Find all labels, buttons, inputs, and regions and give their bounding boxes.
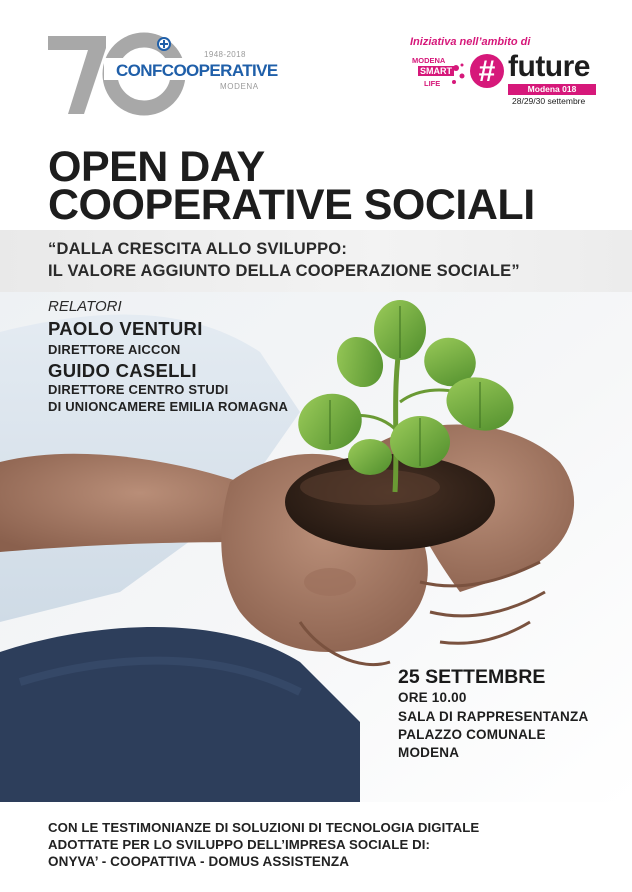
modena-smart-life-logo (412, 56, 464, 96)
future-modena-logo (408, 36, 608, 112)
org-years: 1948-2018 (204, 50, 246, 59)
page-title-line2: COOPERATIVE SOCIALI (48, 181, 535, 229)
speaker-role: DIRETTORE CENTRO STUDI (48, 382, 229, 397)
sparkle-icon (450, 62, 466, 88)
future-word: future (508, 50, 590, 83)
smartlife-mid: SMART (420, 66, 452, 76)
footer-line1: CON LE TESTIMONIANZE DI SOLUZIONI DI TECNOLOGIA DIGITALE (48, 820, 480, 835)
event-venue-room: SALA DI RAPPRESENTANZA (398, 709, 589, 724)
event-venue-building: PALAZZO COMUNALE (398, 727, 546, 742)
speaker-name: GUIDO CASELLI (48, 360, 197, 381)
speaker-name: PAOLO VENTURI (48, 318, 203, 339)
org-city: MODENA (220, 82, 259, 91)
smartlife-bottom: LIFE (424, 79, 441, 88)
footer-partners: ONYVA’ - COOPATTIVA - DOMUS ASSISTENZA (48, 854, 350, 869)
future-dates: 28/29/30 settembre (512, 96, 586, 106)
org-name: CONFCOOPERATIVE (116, 61, 278, 80)
footer-line2: ADOTTATE PER LO SVILUPPO DELL’IMPRESA SOCIALE DI: (48, 837, 430, 852)
quote-line2: IL VALORE AGGIUNTO DELLA COOPERAZIONE SOCIALE” (48, 262, 520, 280)
future-city: Modena 018 (508, 84, 596, 95)
speakers-label: RELATORI (48, 298, 122, 315)
speaker-role: DIRETTORE AICCON (48, 342, 181, 357)
event-time: ORE 10.00 (398, 690, 467, 705)
smartlife-top: MODENA (412, 56, 446, 65)
confcooperative-70-logo (44, 28, 278, 120)
event-date: 25 SETTEMBRE (398, 666, 546, 688)
speaker-role: DI UNIONCAMERE EMILIA ROMAGNA (48, 399, 289, 414)
future-hash-badge: # (470, 54, 504, 88)
page-title-line1: OPEN DAY (48, 143, 265, 191)
quote-line1: “DALLA CRESCITA ALLO SVILUPPO: (48, 240, 348, 258)
event-city: MODENA (398, 745, 460, 760)
initiative-label: Iniziativa nell’ambito di (410, 36, 531, 48)
